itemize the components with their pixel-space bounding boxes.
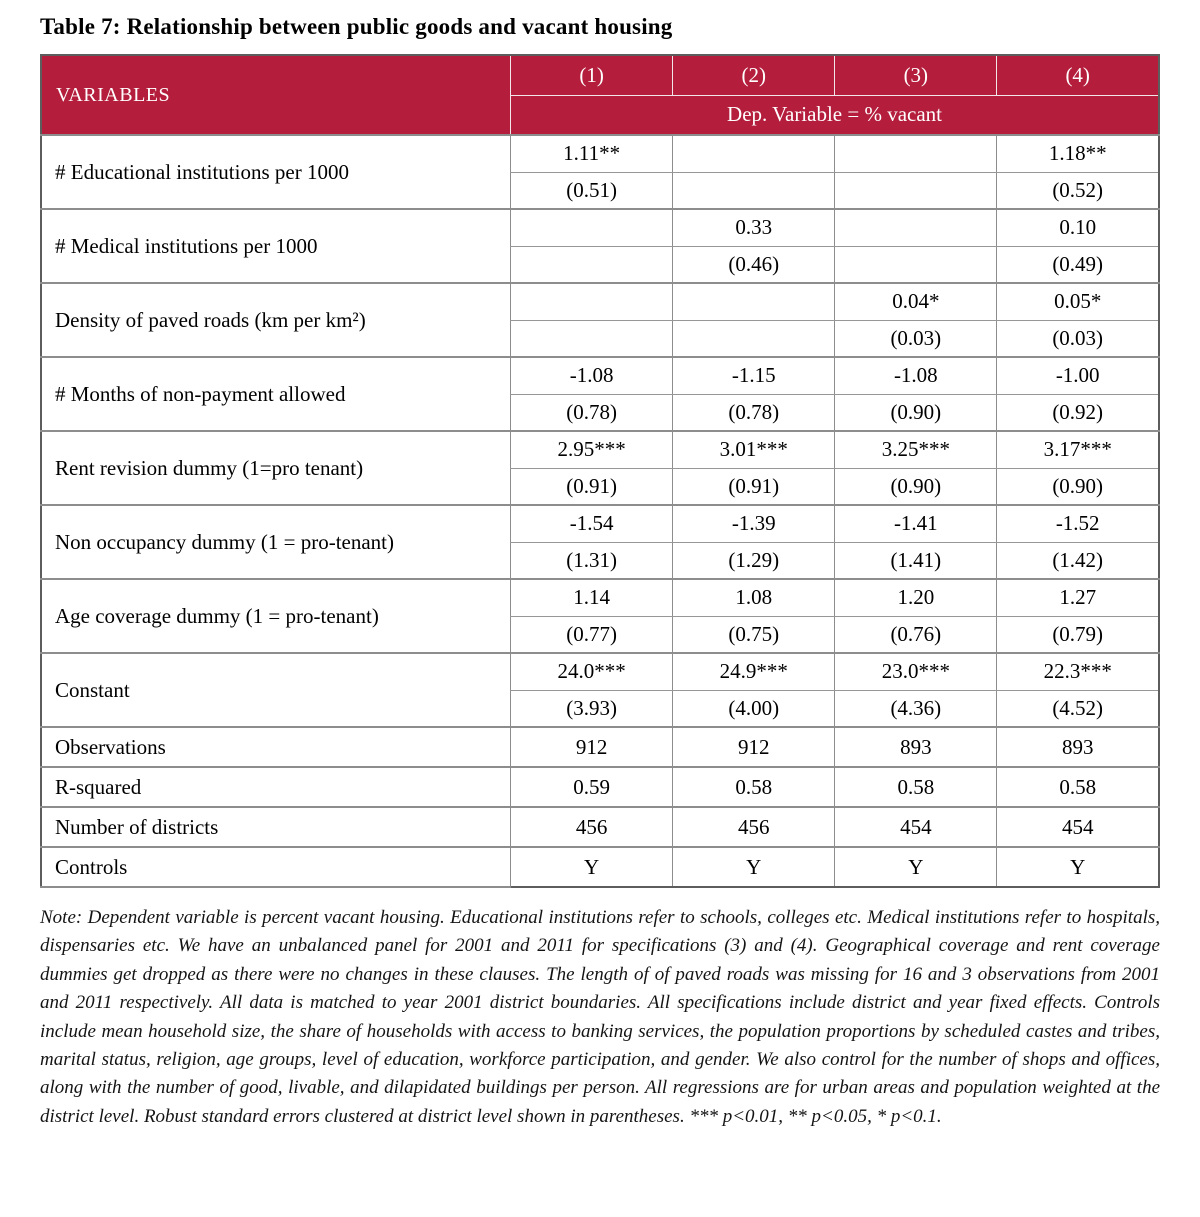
coefficient-cell <box>673 135 835 172</box>
coefficient-cell: 1.18** <box>997 135 1159 172</box>
coefficient-cell: -1.08 <box>835 357 997 394</box>
stat-cell: Y <box>673 847 835 887</box>
coefficient-cell: 3.17*** <box>997 431 1159 468</box>
stderr-cell: (1.42) <box>997 542 1159 579</box>
stderr-cell: (1.41) <box>835 542 997 579</box>
stderr-cell: (0.78) <box>673 394 835 431</box>
coefficient-cell: -1.00 <box>997 357 1159 394</box>
dep-variable-header: Dep. Variable = % vacant <box>511 95 1159 135</box>
coefficient-cell <box>835 209 997 246</box>
stat-cell: 912 <box>511 727 673 767</box>
column-header-4: (4) <box>997 55 1159 95</box>
coefficient-cell: -1.39 <box>673 505 835 542</box>
stderr-cell <box>835 172 997 209</box>
table-body <box>41 135 1159 887</box>
stat-row <box>41 727 1159 767</box>
stat-cell: Y <box>997 847 1159 887</box>
variable-label: # Months of non-payment allowed <box>41 357 511 431</box>
stderr-cell <box>673 172 835 209</box>
coefficient-row <box>41 431 1159 468</box>
variables-header: VARIABLES <box>41 55 511 135</box>
stderr-cell <box>835 246 997 283</box>
variable-label: Density of paved roads (km per km²) <box>41 283 511 357</box>
stat-cell: 893 <box>997 727 1159 767</box>
coefficient-cell: 24.9*** <box>673 653 835 690</box>
coefficient-cell: -1.52 <box>997 505 1159 542</box>
stderr-cell: (1.29) <box>673 542 835 579</box>
coefficient-cell: 1.11** <box>511 135 673 172</box>
coefficient-cell <box>511 209 673 246</box>
coefficient-row <box>41 653 1159 690</box>
stderr-cell <box>511 320 673 357</box>
coefficient-row <box>41 209 1159 246</box>
stderr-cell: (0.78) <box>511 394 673 431</box>
stat-cell: 0.58 <box>673 767 835 807</box>
coefficient-cell: 1.14 <box>511 579 673 616</box>
column-header-1: (1) <box>511 55 673 95</box>
variable-label: Age coverage dummy (1 = pro-tenant) <box>41 579 511 653</box>
stderr-cell: (0.76) <box>835 616 997 653</box>
coefficient-row <box>41 283 1159 320</box>
stat-label: Observations <box>41 727 511 767</box>
stderr-cell: (0.75) <box>673 616 835 653</box>
header-row-columns <box>41 55 1159 95</box>
stderr-cell: (0.51) <box>511 172 673 209</box>
stat-cell: 0.58 <box>835 767 997 807</box>
stat-cell: 454 <box>835 807 997 847</box>
stat-row <box>41 767 1159 807</box>
stderr-cell: (0.46) <box>673 246 835 283</box>
stderr-cell: (0.91) <box>511 468 673 505</box>
stderr-cell: (0.90) <box>835 394 997 431</box>
coefficient-cell: -1.15 <box>673 357 835 394</box>
stat-cell: 0.58 <box>997 767 1159 807</box>
stat-row <box>41 807 1159 847</box>
variable-label: # Medical institutions per 1000 <box>41 209 511 283</box>
stderr-cell: (0.52) <box>997 172 1159 209</box>
coefficient-row <box>41 135 1159 172</box>
stderr-cell: (4.52) <box>997 690 1159 727</box>
table-note: Note: Dependent variable is percent vacant housing. Educational institutions refer to schools, colleges etc. Medical institutions refer to hospitals, dispensaries etc. We have an unbalanced panel for 2001 and 2011 for specifications (3) and (4). Geographical coverage and rent coverage dummies get dropped as there were no changes in these clauses. The length of of paved roads was missing for 16 and 3 observations from 2001 and 2011 respectively. All data is matched to year 2001 district boundaries. All specifications include district and year fixed effects. Controls include mean household size, the share of households with access to banking services, the population proportions by scheduled castes and tribes, marital status, religion, age groups, level of education, workforce participation, and gender. We also control for the number of shops and offices, along with the number of good, livable, and dilapidated buildings per person. All regressions are for urban areas and population weighted at the district level. Robust standard errors clustered at district level shown in parentheses. *** p<0.01, ** p<0.05, * p<0.1. <box>40 907 1160 1127</box>
coefficient-cell: 3.01*** <box>673 431 835 468</box>
coefficient-cell: 3.25*** <box>835 431 997 468</box>
coefficient-cell: 24.0*** <box>511 653 673 690</box>
coefficient-cell: 0.05* <box>997 283 1159 320</box>
stderr-cell: (0.03) <box>835 320 997 357</box>
coefficient-cell: 1.27 <box>997 579 1159 616</box>
stderr-cell: (0.49) <box>997 246 1159 283</box>
coefficient-cell: 0.10 <box>997 209 1159 246</box>
coefficient-cell <box>835 135 997 172</box>
coefficient-cell: 0.04* <box>835 283 997 320</box>
coefficient-cell <box>673 283 835 320</box>
stderr-cell: (0.90) <box>835 468 997 505</box>
coefficient-cell: 0.33 <box>673 209 835 246</box>
stat-cell: Y <box>511 847 673 887</box>
coefficient-cell <box>511 283 673 320</box>
stderr-cell <box>511 246 673 283</box>
stderr-cell: (4.00) <box>673 690 835 727</box>
variable-label: Rent revision dummy (1=pro tenant) <box>41 431 511 505</box>
coefficient-cell: 22.3*** <box>997 653 1159 690</box>
stat-cell: 0.59 <box>511 767 673 807</box>
stat-cell: 456 <box>511 807 673 847</box>
stderr-cell: (4.36) <box>835 690 997 727</box>
stderr-cell: (0.91) <box>673 468 835 505</box>
coefficient-row <box>41 505 1159 542</box>
stat-cell: 893 <box>835 727 997 767</box>
stat-cell: Y <box>835 847 997 887</box>
stderr-cell: (0.79) <box>997 616 1159 653</box>
stat-label: Controls <box>41 847 511 887</box>
column-header-3: (3) <box>835 55 997 95</box>
stat-cell: 912 <box>673 727 835 767</box>
coefficient-cell: 2.95*** <box>511 431 673 468</box>
stat-row <box>41 847 1159 887</box>
stat-label: R-squared <box>41 767 511 807</box>
variable-label: Constant <box>41 653 511 727</box>
stderr-cell: (0.77) <box>511 616 673 653</box>
variable-label: # Educational institutions per 1000 <box>41 135 511 209</box>
coefficient-cell: -1.54 <box>511 505 673 542</box>
coefficient-cell: 1.20 <box>835 579 997 616</box>
stderr-cell: (1.31) <box>511 542 673 579</box>
table-header <box>41 55 1159 135</box>
stderr-cell: (0.03) <box>997 320 1159 357</box>
coefficient-row <box>41 357 1159 394</box>
coefficient-cell: -1.08 <box>511 357 673 394</box>
stderr-cell <box>673 320 835 357</box>
stat-cell: 454 <box>997 807 1159 847</box>
stat-cell: 456 <box>673 807 835 847</box>
stderr-cell: (0.92) <box>997 394 1159 431</box>
regression-table <box>40 54 1160 888</box>
stderr-cell: (0.90) <box>997 468 1159 505</box>
coefficient-cell: 1.08 <box>673 579 835 616</box>
table-title: Table 7: Relationship between public goods and vacant housing <box>40 14 673 39</box>
stat-label: Number of districts <box>41 807 511 847</box>
coefficient-row <box>41 579 1159 616</box>
coefficient-cell: -1.41 <box>835 505 997 542</box>
column-header-2: (2) <box>673 55 835 95</box>
variable-label: Non occupancy dummy (1 = pro-tenant) <box>41 505 511 579</box>
stderr-cell: (3.93) <box>511 690 673 727</box>
coefficient-cell: 23.0*** <box>835 653 997 690</box>
